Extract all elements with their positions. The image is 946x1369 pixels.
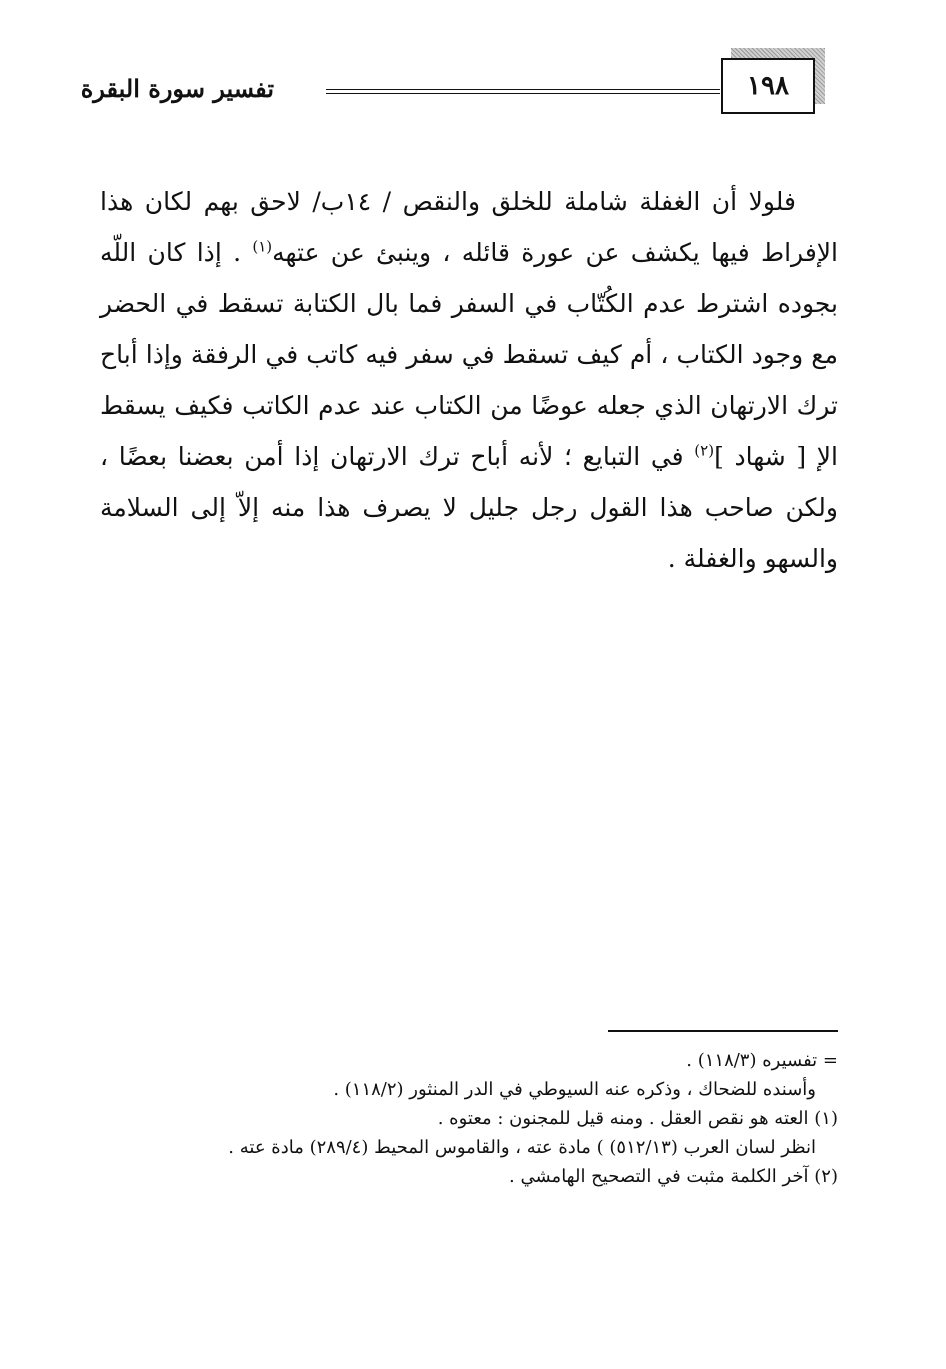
- footnote-marker-1: (١): [252, 237, 273, 256]
- footnote-line: = تفسيره (١١٨/٣) .: [686, 1050, 838, 1071]
- running-title: تفسير سورة البقرة: [80, 74, 274, 103]
- footnote-line: انظر لسان العرب (٥١٢/١٣) ) مادة عته ، والقاموس المحيط (٢٨٩/٤) مادة عته .: [228, 1137, 816, 1158]
- footnote-marker-2: (٢): [694, 441, 715, 460]
- footnotes: [110, 1046, 838, 1191]
- text-segment-3: في التبايع ؛ لأنه أباح ترك الارتهان إذا أمن بعضنا بعضًا ، ولكن صاحب هذا القول رجل جليل لا يصرف هذا منه إلاّ إلى السلامة والسهو والغفلة .: [100, 442, 838, 573]
- page-number-box: [721, 58, 815, 114]
- text-segment-1: فلولا أن الغفلة شاملة للخلق والنقص / ١٤ب/ لاحق بهم لكان هذا الإفراط فيها يكشف عن عورة قائله ، وينبئ عن عتهه: [100, 187, 838, 267]
- footnote-line: وأسنده للضحاك ، وذكره عنه السيوطي في الدر المنثور (١١٨/٢) .: [333, 1079, 816, 1100]
- text-segment-2: . إذا كان اللّه بجوده اشترط عدم الكُتّاب في السفر فما بال الكتابة تسقط في الحضر مع وجود الكتاب ، أم كيف تسقط في سفر فيه كاتب في الرفقة وإذا أباح ترك الارتهان الذي جعله عوضًا من الكتاب عند عدم الكاتب فكيف يسقط الإ [ شهاد ]: [100, 238, 838, 471]
- main-text: [100, 176, 838, 584]
- page-header: [0, 0, 946, 140]
- footnote-separator: [608, 1030, 838, 1032]
- main-paragraph: [100, 176, 838, 584]
- footnote-line: (٢) آخر الكلمة مثبت في التصحيح الهامشي .: [509, 1166, 838, 1187]
- footnote-line: (١) العته هو نقص العقل . ومنه قيل للمجنون : معتوه .: [437, 1108, 838, 1129]
- header-rule: [326, 89, 720, 94]
- page-number: ١٩٨: [747, 71, 789, 101]
